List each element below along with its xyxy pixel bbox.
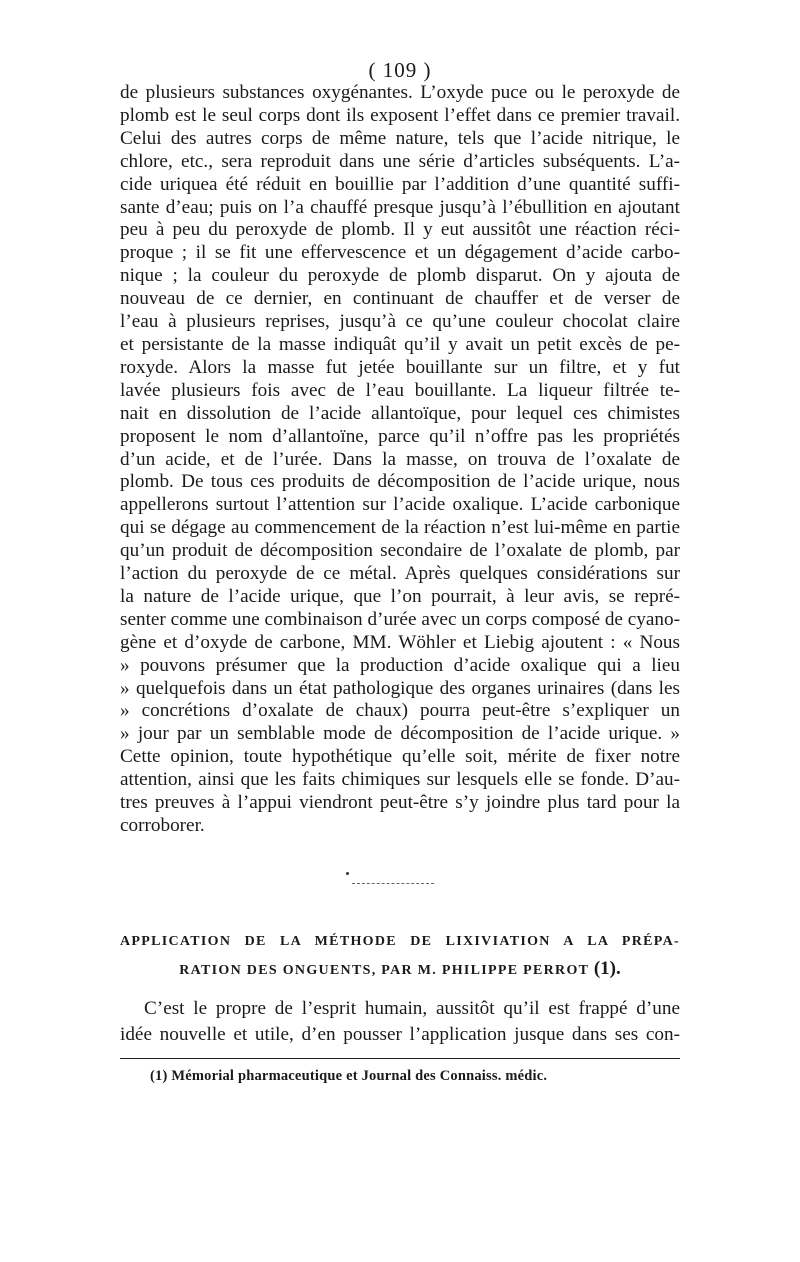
body-line: tres preuves à l’appui viendront peut-être s’y joindre plus tard pour la	[120, 792, 680, 814]
section-intro-paragraph	[120, 996, 680, 1048]
body-line: Celui des autres corps de même nature, tels que l’acide nitrique, le	[120, 127, 680, 149]
body-line: nique ; la couleur du peroxyde de plomb disparut. On y ajouta de	[120, 265, 680, 287]
body-line: lavée plusieurs fois avec de l’eau bouillante. La liqueur filtrée te-	[120, 379, 680, 401]
section-intro-line-2: idée nouvelle et utile, d’en pousser l’application jusque dans ses con-	[120, 1024, 680, 1045]
body-line: proposent le nom d’allantoïne, parce qu’il n’offre pas les propriétés	[120, 425, 680, 447]
body-line: appellerons surtout l’attention sur l’acide oxalique. L’acide carbonique	[120, 494, 680, 516]
body-line: cide uriquea été réduit en bouillie par l’addition d’une quantité suffi-	[120, 173, 680, 195]
body-line: » quelquefois dans un état pathologique des organes urinaires (dans les	[120, 677, 680, 699]
body-line: nouveau de ce dernier, en continuant de chauffer et de verser de	[120, 288, 680, 310]
body-line: la nature de l’acide urique, que l’on pourrait, à leur avis, se repré-	[120, 585, 680, 607]
body-line: et persistante de la masse indiquât qu’il y avait un petit excès de pe-	[120, 333, 680, 355]
body-line: de plusieurs substances oxygénantes. L’oxyde puce ou le peroxyde de	[120, 82, 680, 103]
body-line: l’eau à plusieurs reprises, jusqu’à ce qu’une couleur chocolat claire	[120, 311, 680, 333]
body-line: gène et d’oxyde de carbone, MM. Wöhler et Liebig ajoutent : « Nous	[120, 631, 680, 653]
body-line: sante d’eau; puis on l’a chauffé presque jusqu’à l’ébullition en ajoutant	[120, 196, 680, 218]
body-line: qui se dégage au commencement de la réaction n’est lui-même en partie	[120, 517, 680, 539]
body-line: Cette opinion, toute hypothétique qu’elle soit, mérite de fixer notre	[120, 746, 680, 768]
body-line: » concrétions d’oxalate de chaux) pourra peut-être s’expliquer un	[120, 700, 680, 722]
section-heading-line-1: APPLICATION DE LA MÉTHODE DE LIXIVIATION A LA PRÉPA-	[120, 934, 680, 949]
body-line: plomb est le seul corps dont ils exposent l’effet dans ce premier travail.	[120, 104, 680, 126]
body-paragraph	[120, 82, 680, 838]
footnote-rule	[120, 1058, 680, 1059]
body-line: » jour par un semblable mode de décomposition de l’acide urique. »	[120, 723, 680, 745]
section-heading-title-end: RATION DES ONGUENTS, PAR M. PHILIPPE PERROT	[179, 963, 590, 978]
body-line: » pouvons présumer que la production d’acide oxalique qui a lieu	[120, 654, 680, 676]
body-line: l’action du peroxyde de ce métal. Après quelques considérations sur	[120, 563, 680, 585]
body-line: d’un acide, et de l’urée. Dans la masse, on trouva de l’oxalate de	[120, 448, 680, 470]
section-intro-line-1: C’est le propre de l’esprit humain, aussitôt qu’il est frappé d’une	[144, 998, 680, 1019]
body-line: peu à peu du peroxyde de plomb. Il y eut aussitôt une réaction réci-	[120, 219, 680, 241]
ink-dot	[346, 872, 349, 875]
body-line: proque ; il se fit une effervescence et un dégagement d’acide carbo-	[120, 242, 680, 264]
body-line: nait en dissolution de l’acide allantoïque, pour lequel ces chimistes	[120, 402, 680, 424]
section-heading	[120, 928, 680, 984]
body-line: corroborer.	[120, 815, 205, 836]
body-line: qu’un produit de décomposition secondaire de l’oxalate de plomb, par	[120, 540, 680, 562]
page-number: ( 109 )	[368, 58, 432, 82]
section-separator	[352, 883, 434, 884]
body-line: senter comme une combinaison d’urée avec un corps composé de cyano-	[120, 608, 680, 630]
body-line: attention, ainsi que les faits chimiques sur lesquels elle se fonde. D’au-	[120, 769, 680, 791]
footnote: (1) Mémorial pharmaceutique et Journal des Connaiss. médic.	[150, 1068, 548, 1084]
body-line: chlore, etc., sera reproduit dans une série d’articles subséquents. L’a-	[120, 150, 680, 172]
body-line: roxyde. Alors la masse fut jetée bouillante sur un filtre, et y fut	[120, 356, 680, 378]
body-line: plomb. De tous ces produits de décomposition de l’acide urique, nous	[120, 471, 680, 493]
section-heading-line-2	[120, 955, 680, 984]
footnote-reference: (1).	[593, 958, 621, 979]
